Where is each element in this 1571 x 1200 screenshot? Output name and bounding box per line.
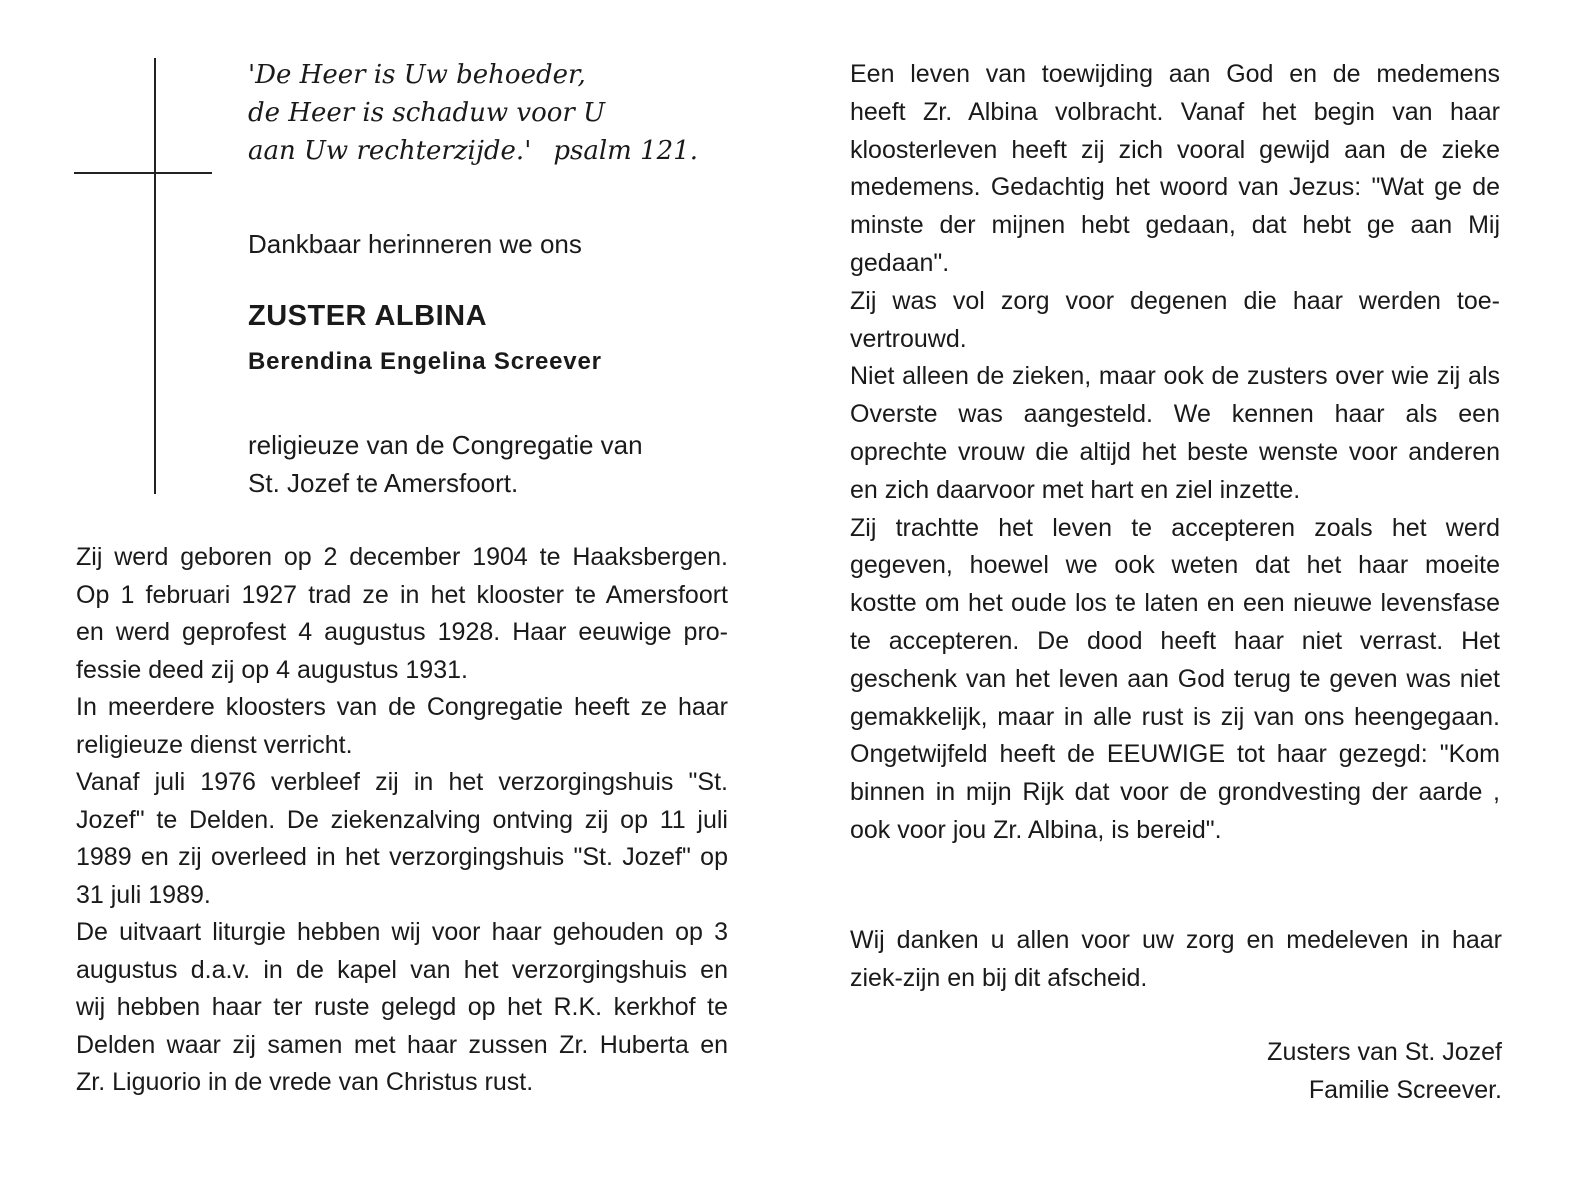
biography-line: Op 1 februari 1927 trad ze in het klooster te Amersfoort: [76, 580, 728, 609]
tribute-line: te accepteren. De dood heeft haar niet verrast. Het: [850, 626, 1500, 655]
tribute-line: ook voor jou Zr. Albina, is bereid".: [850, 815, 1222, 844]
thanks-line-1: Wij danken u allen voor uw zorg en medeleven in haar: [850, 926, 1502, 954]
thanks-text: [850, 922, 1502, 997]
tribute-line: gedaan".: [850, 248, 950, 277]
tribute-line: geschenk van het leven aan God terug te geven was niet: [850, 664, 1500, 693]
quote-line-2: de Heer is schaduw voor U: [248, 98, 606, 128]
tribute-line: vertrouwd.: [850, 324, 967, 353]
congregation-line-1: religieuze van de Congregatie van: [248, 430, 643, 460]
biography-line: Zr. Liguorio in de vrede van Christus rust.: [76, 1068, 534, 1096]
biography-text: [76, 539, 728, 1102]
biography-line: De uitvaart liturgie hebben wij voor haar gehouden op 3: [76, 918, 728, 946]
congregation-line-2: St. Jozef te Amersfoort.: [248, 468, 519, 498]
tribute-line: Zij trachtte het leven te accepteren zoals het werd: [850, 513, 1500, 542]
deceased-name: ZUSTER ALBINA: [248, 300, 488, 332]
tribute-line: oprechte vrouw die altijd het beste wenste voor anderen: [850, 437, 1500, 466]
tribute-line: Ongetwijfeld heeft de EEUWIGE tot haar gezegd: "Kom: [850, 740, 1500, 769]
tribute-line: gemakkelijk, maar in alle rust is zij van ons heengegaan.: [850, 702, 1500, 731]
tribute-line: Overste was aangesteld. We kennen haar als een: [850, 400, 1500, 429]
signature: [1267, 1034, 1502, 1109]
biography-line: augustus d.a.v. in de kapel van het verzorgingshuis en: [76, 955, 728, 984]
quote-line-3-text: aan Uw rechterzijde.': [248, 136, 532, 166]
psalm-reference: psalm 121.: [553, 136, 698, 166]
quote-line-1: 'De Heer is Uw behoeder,: [248, 60, 586, 90]
biography-line: en werd geprofest 4 augustus 1928. Haar eeuwige pro-: [76, 618, 728, 646]
biography-line: religieuze dienst verricht.: [76, 730, 353, 759]
congregation-text: [248, 426, 643, 502]
biography-line: fessie deed zij op 4 augustus 1931.: [76, 655, 468, 684]
biography-line: wij hebben haar ter ruste gelegd op het R.K. kerkhof te: [76, 993, 728, 1021]
thanks-line-2: ziek-zijn en bij dit afscheid.: [850, 963, 1148, 992]
deceased-full-name: Berendina Engelina Screever: [248, 348, 602, 375]
tribute-line: kostte om het oude los te laten en een nieuwe levensfase: [850, 589, 1500, 618]
signature-line-2: Familie Screever.: [1308, 1075, 1502, 1104]
biography-line: Delden waar zij samen met haar zussen Zr. Huberta en: [76, 1030, 728, 1059]
tribute-line: gegeven, hoewel we ook weten dat het haar moeite: [850, 551, 1500, 580]
tribute-line: heeft Zr. Albina volbracht. Vanaf het begin van haar: [850, 97, 1500, 126]
cross-horizontal-bar: [74, 172, 212, 174]
signature-line-1: Zusters van St. Jozef: [1267, 1038, 1502, 1066]
tribute-text: [850, 56, 1500, 850]
biography-line: Jozef" te Delden. De ziekenzalving ontving zij op 11 juli: [76, 805, 728, 834]
psalm-quote: [248, 56, 698, 170]
biography-line: Vanaf juli 1976 verbleef zij in het verzorgingshuis "St.: [76, 768, 728, 796]
quote-line-3: [248, 132, 698, 170]
biography-line: Zij werd geboren op 2 december 1904 te Haaksbergen.: [76, 543, 728, 571]
tribute-line: Niet alleen de zieken, maar ook de zusters over wie zij als: [850, 362, 1500, 391]
tribute-line: binnen in mijn Rijk dat voor de grondvesting der aarde ,: [850, 778, 1500, 807]
intro-text: Dankbaar herinneren we ons: [248, 229, 582, 259]
tribute-line: Zij was vol zorg voor degenen die haar werden toe-: [850, 286, 1500, 315]
cross-vertical-bar: [154, 58, 156, 494]
biography-line: 31 juli 1989.: [76, 880, 211, 909]
tribute-line: minste der mijnen hebt gedaan, dat hebt ge aan Mij: [850, 211, 1500, 240]
biography-line: 1989 en zij overleed in het verzorgingshuis "St. Jozef" op: [76, 843, 728, 871]
tribute-line: en zich daarvoor met hart en ziel inzette.: [850, 475, 1301, 504]
tribute-line: Een leven van toewijding aan God en de medemens: [850, 60, 1500, 88]
biography-line: In meerdere kloosters van de Congregatie heeft ze haar: [76, 693, 728, 721]
tribute-line: medemens. Gedachtig het woord van Jezus: "Wat ge de: [850, 173, 1500, 202]
tribute-line: kloosterleven heeft zij zich vooral gewijd aan de zieke: [850, 135, 1500, 164]
